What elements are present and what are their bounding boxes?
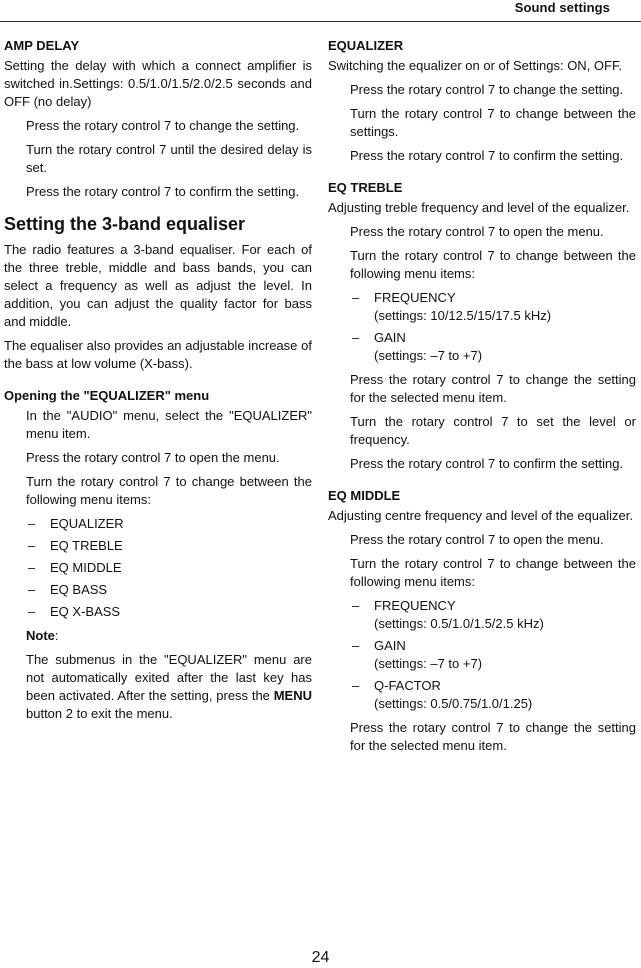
list-item [352,597,636,633]
equalizer-step-3: Press the rotary control 7 to confirm the setting. [350,148,624,163]
eq-treble-desc: Adjusting treble frequency and level of the equalizer. [328,200,630,215]
eq-treble-step-4: Turn the rotary control 7 to set the level or frequency. [350,414,636,447]
equalizer-step-2: Turn the rotary control 7 to change between the settings. [350,106,636,139]
page-header [0,0,641,22]
list-item: – EQUALIZER [28,515,312,533]
note-text-a: The submenus in the "EQUALIZER" menu are not automatically exited after the last key has been activated. After the setting, press the [26,652,312,703]
equalizer-title: EQUALIZER [328,38,404,53]
item-settings: (settings: 0.5/0.75/1.0/1.25) [374,696,533,711]
left-column [4,37,312,729]
item-name: – GAIN [374,638,406,653]
eq-middle-items [352,597,636,713]
list-item: – EQ MIDDLE [28,559,312,577]
eq-middle-step-3: Press the rotary control 7 to change the setting for the selected menu item. [350,720,636,753]
equalizer-desc: Switching the equalizer on or of Settings: ON, OFF. [328,58,623,73]
list-item: – EQ BASS [28,581,312,599]
list-item [352,637,636,673]
amp-delay-step-2: Turn the rotary control 7 until the desired delay is set. [26,142,312,175]
list-item [352,677,636,713]
header-rule [0,21,641,22]
header-title: Sound settings [514,0,610,15]
item-settings: (settings: –7 to +7) [374,348,483,363]
opening-menu-title: Opening the "EQUALIZER" menu [4,388,210,403]
item-settings: (settings: 10/12.5/15/17.5 kHz) [374,308,552,323]
opening-menu-items [28,515,312,621]
list-item [352,329,636,365]
note-heading [26,627,312,645]
opening-step-3: Turn the rotary control 7 to change between the following menu items: [26,474,312,507]
item-settings: (settings: 0.5/1.0/1.5/2.5 kHz) [374,616,544,631]
amp-delay-title: AMP DELAY [4,38,80,53]
item-settings: (settings: –7 to +7) [374,656,483,671]
eq-treble-step-2: Turn the rotary control 7 to change between the following menu items: [350,248,636,281]
amp-delay-step-1: Press the rotary control 7 to change the setting. [26,118,300,133]
note-colon: : [54,628,59,643]
item-name: – FREQUENCY [374,598,456,613]
item-name: – GAIN [374,330,406,345]
item-name: – Q-FACTOR [374,678,441,693]
equaliser-xbass: The equaliser also provides an adjustable increase of the bass at low volume (X-bass). [4,338,312,371]
item-name: – FREQUENCY [374,290,456,305]
equalizer-step-1: Press the rotary control 7 to change the setting. [350,82,624,97]
amp-delay-desc: Setting the delay with which a connect amplifier is switched in.Settings: 0.5/1.0/1.5/2.0/2.5 seconds and OFF (no delay) [4,58,312,109]
eq-middle-desc: Adjusting centre frequency and level of the equalizer. [328,508,633,523]
eq-treble-step-3: Press the rotary control 7 to change the setting for the selected menu item. [350,372,636,405]
right-column [328,37,636,761]
eq-middle-title: EQ MIDDLE [328,488,401,503]
amp-delay-step-3: Press the rotary control 7 to confirm the setting. [26,184,300,199]
eq-middle-step-2: Turn the rotary control 7 to change between the following menu items: [350,556,636,589]
list-item: – EQ X-BASS [28,603,312,621]
opening-step-1: In the "AUDIO" menu, select the "EQUALIZER" menu item. [26,408,312,441]
eq-treble-title: EQ TREBLE [328,180,403,195]
equaliser-heading: Setting the 3-band equaliser [4,214,246,234]
eq-treble-step-5: Press the rotary control 7 to confirm the setting. [350,456,624,471]
opening-step-2: Press the rotary control 7 to open the menu. [26,450,280,465]
eq-treble-items [352,289,636,365]
note-label: Note [26,628,55,643]
eq-middle-step-1: Press the rotary control 7 to open the menu. [350,532,604,547]
note-text-b: button 2 to exit the menu. [26,706,173,721]
equaliser-intro: The radio features a 3-band equaliser. For each of the three treble, middle and bass bands, you can select a frequency as well as adjust the level. In addition, you can adjust the quality factor for bass and middle. [4,242,312,329]
page-number: 24 [311,949,330,966]
list-item [352,289,636,325]
note-text [26,651,312,723]
note-menu-button: MENU [273,688,312,703]
eq-treble-step-1: Press the rotary control 7 to open the menu. [350,224,604,239]
list-item: – EQ TREBLE [28,537,312,555]
